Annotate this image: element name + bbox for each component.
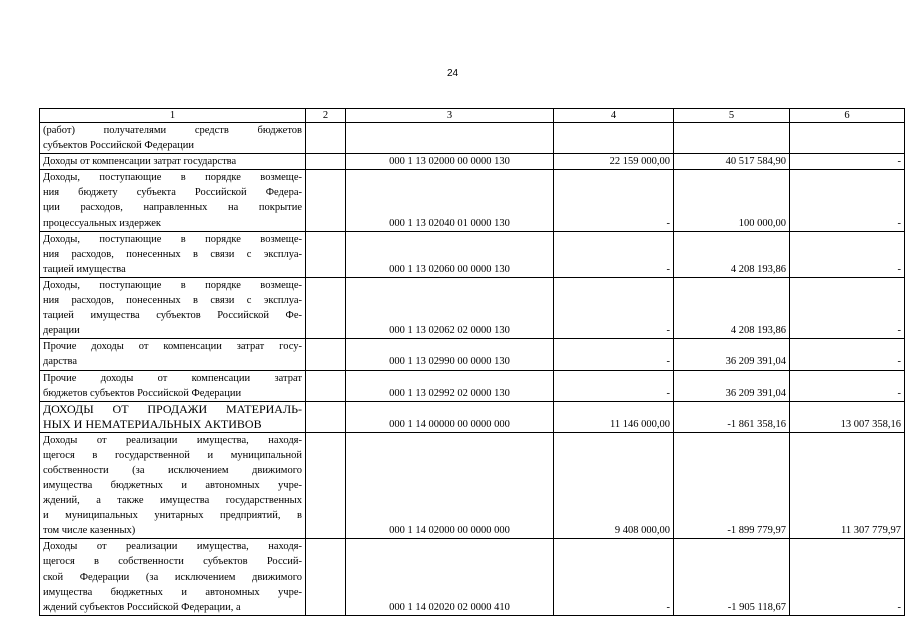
row-col5-cell: 100 000,00 [674,170,790,231]
row-name-line: тацией имущества субъектов Российской Фе- [43,310,302,322]
row-name-line: тацией имущества [43,263,126,275]
col-header-6: 6 [790,109,905,123]
row-name-line: ния бюджету субъекта Российской Федера- [43,187,302,199]
row-col4-cell: - [554,370,674,401]
row-name-cell [40,432,306,539]
revenue-table [39,108,905,616]
row-code-cell: 000 1 14 02000 00 0000 000 [346,432,554,539]
row-col4-cell: - [554,277,674,338]
row-code-cell: 000 1 13 02040 01 0000 130 [346,170,554,231]
row-col2-cell [306,170,346,231]
row-col4-cell: - [554,170,674,231]
row-name-line: Доходы от реализации имущества, находя- [43,541,302,553]
row-name-line: бюджетов субъектов Российской Федерации [43,387,242,399]
row-name-line: субъектов Российской Федерации [43,140,195,152]
row-col2-cell [306,432,346,539]
row-col2-cell [306,539,346,615]
row-col2-cell [306,401,346,432]
col-header-5: 5 [674,109,790,123]
col-header-4: 4 [554,109,674,123]
row-code-cell: 000 1 13 02000 00 0000 130 [346,154,554,170]
row-name-line: Доходы, поступающие в порядке возмеще- [43,279,302,291]
row-name-line: ждений субъектов Российской Федерации, а [43,601,241,613]
row-name-line: ния расходов, понесенных в связи с эксплуа- [43,248,302,260]
row-col5-cell: -1 861 358,16 [674,401,790,432]
table-row [40,401,905,432]
row-code-cell [346,123,554,154]
row-code-cell: 000 1 13 02060 00 0000 130 [346,231,554,277]
row-code-cell: 000 1 14 02020 02 0000 410 [346,539,554,615]
table-row [40,170,905,231]
row-col4-cell: 22 159 000,00 [554,154,674,170]
row-col6-cell: 13 007 358,16 [790,401,905,432]
row-code-cell: 000 1 13 02062 02 0000 130 [346,277,554,338]
row-name-cell [40,370,306,401]
row-col6-cell: - [790,277,905,338]
row-col4-cell: - [554,339,674,370]
row-name-line: Доходы от компенсации затрат государства [43,156,237,168]
row-name-line: ции расходов, направленных на покрытие [43,202,302,214]
row-name-line: Доходы, поступающие в порядке возмеще- [43,233,302,245]
row-name-line: ДОХОДЫ ОТ ПРОДАЖИ МАТЕРИАЛЬ- [43,401,302,416]
row-col5-cell: 40 517 584,90 [674,154,790,170]
row-col2-cell [306,231,346,277]
row-name-line: Доходы, поступающие в порядке возмеще- [43,172,302,184]
row-col6-cell: 11 307 779,97 [790,432,905,539]
row-col2-cell [306,339,346,370]
row-name-line: имущества бюджетных и автономных учре- [43,586,302,598]
row-col4-cell [554,123,674,154]
row-name-line: щегося в собственности субъектов Россий- [43,556,302,568]
row-name-line: Прочие доходы от компенсации затрат [43,372,302,384]
row-name-line: ния расходов, понесенных в связи с эксплуа- [43,295,302,307]
table-row [40,231,905,277]
row-name-line: собственности (за исключением движимого [43,464,302,476]
row-name-cell [40,154,306,170]
row-col5-cell: -1 899 779,97 [674,432,790,539]
row-col6-cell: - [790,231,905,277]
table-body [40,123,905,616]
row-col4-cell: 11 146 000,00 [554,401,674,432]
row-name-line: том числе казенных) [43,525,136,537]
table-row [40,123,905,154]
row-col2-cell [306,277,346,338]
row-name-cell [40,539,306,615]
row-name-line: процессуальных издержек [43,217,161,229]
row-col5-cell: 36 209 391,04 [674,370,790,401]
row-name-line: щегося в государственной и муниципальной [43,449,302,461]
row-name-line: Прочие доходы от компенсации затрат госу- [43,341,302,353]
row-name-line: (работ) получателями средств бюджетов [43,125,302,136]
row-code-cell: 000 1 14 00000 00 0000 000 [346,401,554,432]
row-col6-cell: - [790,154,905,170]
row-col5-cell [674,123,790,154]
row-code-cell: 000 1 13 02992 02 0000 130 [346,370,554,401]
row-name-line: ской Федерации (за исключением движимого [43,571,302,583]
table-row [40,432,905,539]
row-col6-cell: - [790,170,905,231]
row-name-line: дерации [43,325,80,337]
row-code-cell: 000 1 13 02990 00 0000 130 [346,339,554,370]
row-name-line: Доходы от реализации имущества, находя- [43,434,302,446]
row-name-line: НЫХ И НЕМАТЕРИАЛЬНЫХ АКТИВОВ [43,416,262,431]
row-col5-cell: -1 905 118,67 [674,539,790,615]
row-col6-cell: - [790,370,905,401]
col-header-1: 1 [40,109,306,123]
row-col6-cell: - [790,539,905,615]
header-row [40,109,905,123]
row-name-line: ждений, а также имущества государственных [43,495,302,507]
table-row [40,539,905,615]
table-row [40,339,905,370]
row-name-cell [40,123,306,154]
page-number: 24 [446,68,459,79]
row-name-line: дарства [43,356,77,368]
row-col4-cell: - [554,539,674,615]
row-col4-cell: - [554,231,674,277]
row-name-line: и муниципальных унитарных предприятий, в [43,510,302,522]
row-col6-cell: - [790,339,905,370]
row-name-cell [40,277,306,338]
col-header-3: 3 [346,109,554,123]
row-col5-cell: 4 208 193,86 [674,277,790,338]
col-header-2: 2 [306,109,346,123]
table-row [40,370,905,401]
row-col2-cell [306,370,346,401]
row-name-cell [40,339,306,370]
row-name-cell [40,401,306,432]
row-col2-cell [306,154,346,170]
table-row [40,154,905,170]
row-col5-cell: 36 209 391,04 [674,339,790,370]
table-row [40,277,905,338]
row-col2-cell [306,123,346,154]
row-name-line: имущества бюджетных и автономных учре- [43,479,302,491]
row-name-cell [40,231,306,277]
row-col4-cell: 9 408 000,00 [554,432,674,539]
row-col5-cell: 4 208 193,86 [674,231,790,277]
row-col6-cell [790,123,905,154]
row-name-cell [40,170,306,231]
